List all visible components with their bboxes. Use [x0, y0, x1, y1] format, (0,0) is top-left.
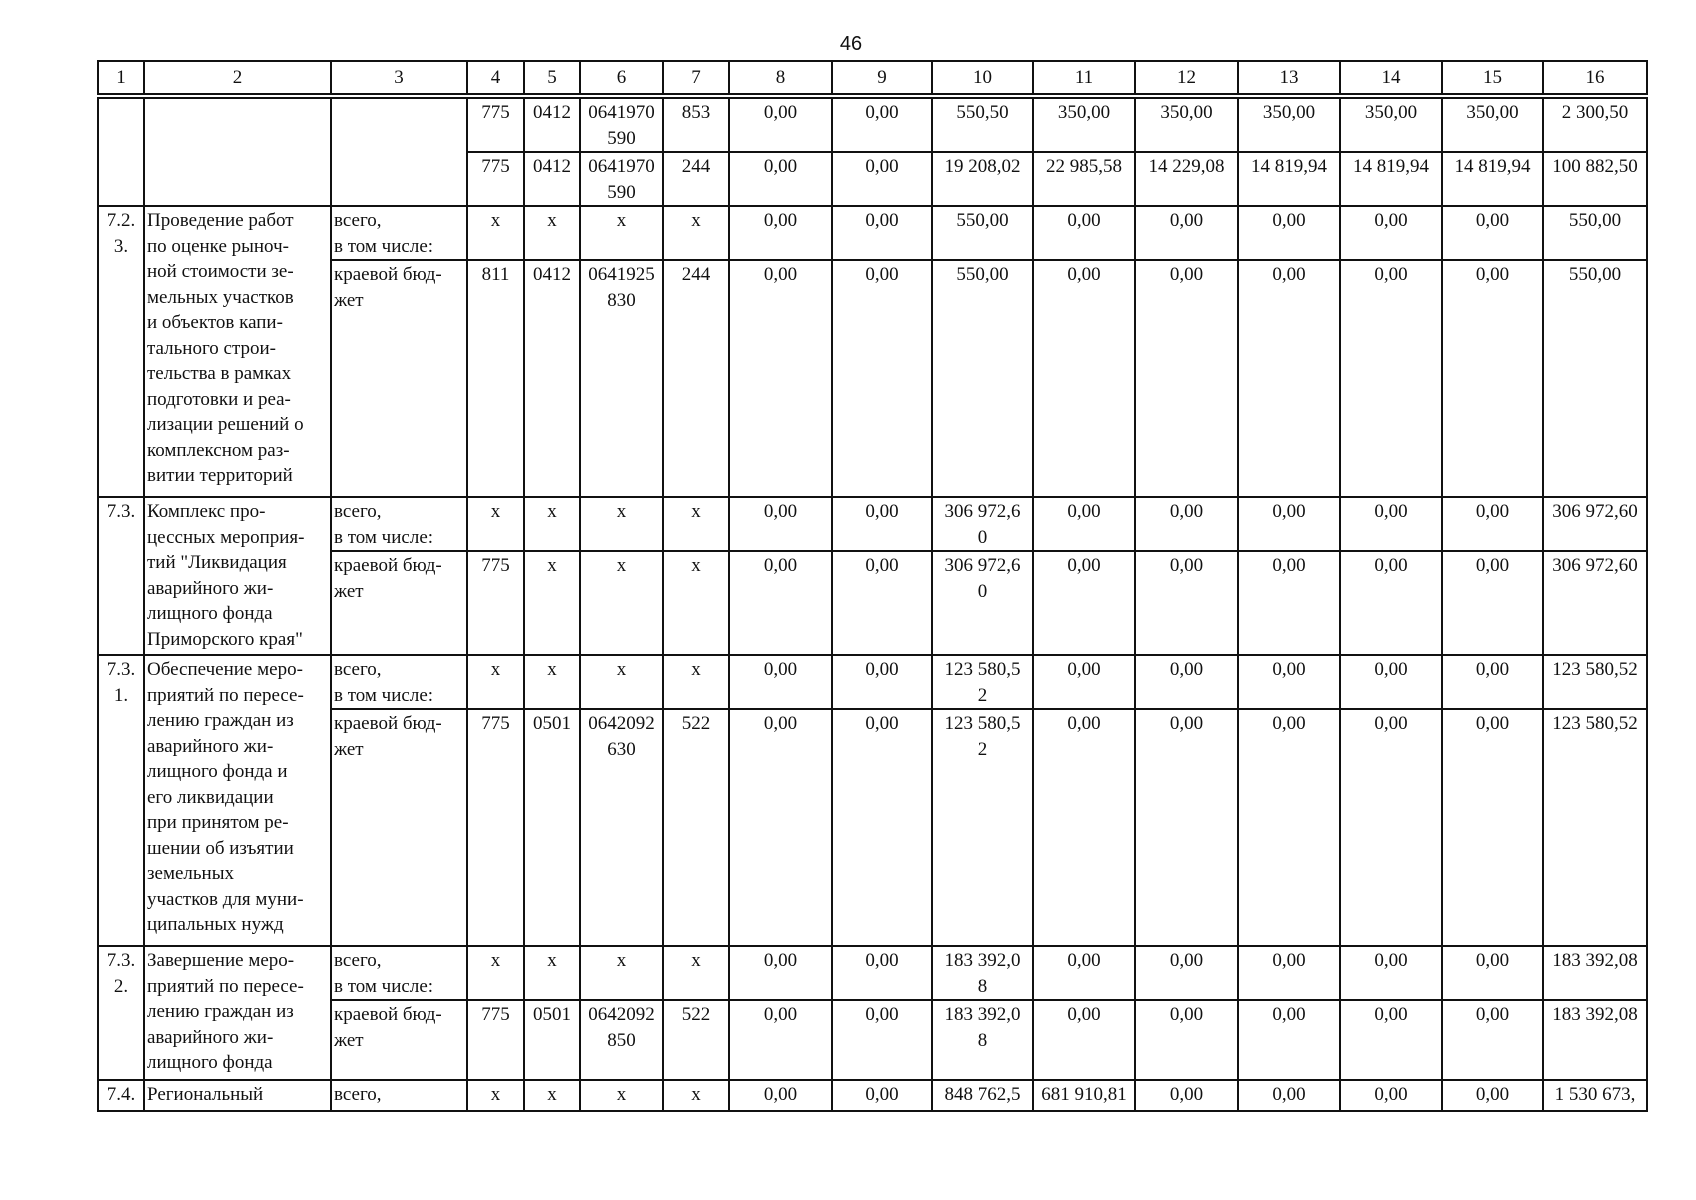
section-code-cell: х	[524, 1080, 580, 1111]
target-article-code-cell: х	[580, 551, 663, 655]
item-number-cell	[98, 98, 144, 206]
column-number-header: 9	[832, 61, 932, 94]
amount-cell: 0,00	[1135, 260, 1238, 497]
target-article-code-cell: х	[580, 655, 663, 709]
section-code-cell: 0412	[524, 260, 580, 497]
amount-cell: 550,00	[1543, 260, 1647, 497]
amount-cell: 0,00	[1442, 206, 1543, 260]
target-article-code-cell: х	[580, 497, 663, 551]
amount-cell: 0,00	[729, 1000, 832, 1080]
amount-cell: 0,00	[1340, 946, 1442, 1000]
amount-cell: 0,00	[1340, 655, 1442, 709]
amount-cell: 123 580,5 2	[932, 709, 1033, 946]
funding-source-cell	[331, 98, 467, 206]
column-number-header-table	[97, 60, 1648, 95]
column-number-header: 13	[1238, 61, 1340, 94]
expense-type-code-cell: 244	[663, 152, 729, 206]
amount-cell: 123 580,5 2	[932, 655, 1033, 709]
amount-cell: 550,00	[932, 260, 1033, 497]
admin-code-cell: 775	[467, 1000, 524, 1080]
column-number-header: 12	[1135, 61, 1238, 94]
expense-type-code-cell: х	[663, 1080, 729, 1111]
table-row	[98, 1080, 1647, 1111]
admin-code-cell: 811	[467, 260, 524, 497]
column-number-header: 3	[331, 61, 467, 94]
table-row	[98, 497, 1647, 551]
table-row	[98, 206, 1647, 260]
table-row	[98, 98, 1647, 152]
item-name-cell: Обеспечение меро- приятий по пересе- лению граждан из аварийного жи- лищного фонда и его ликвидации при принятом ре- шении об изъятии земельных участков для муни- ципальных нужд	[144, 655, 331, 946]
amount-cell: 0,00	[1238, 551, 1340, 655]
amount-cell: 0,00	[729, 206, 832, 260]
amount-cell: 0,00	[1135, 1000, 1238, 1080]
column-number-header: 1	[98, 61, 144, 94]
admin-code-cell: х	[467, 946, 524, 1000]
amount-cell: 306 972,6 0	[932, 551, 1033, 655]
amount-cell: 306 972,6 0	[932, 497, 1033, 551]
amount-cell: 681 910,81	[1033, 1080, 1135, 1111]
amount-cell: 0,00	[1238, 946, 1340, 1000]
target-article-code-cell: 0642092 850	[580, 1000, 663, 1080]
amount-cell: 0,00	[1238, 260, 1340, 497]
admin-code-cell: 775	[467, 551, 524, 655]
amount-cell: 183 392,08	[1543, 1000, 1647, 1080]
amount-cell: 0,00	[1340, 206, 1442, 260]
amount-cell: 0,00	[1135, 497, 1238, 551]
amount-cell: 19 208,02	[932, 152, 1033, 206]
funding-source-cell: всего, в том числе:	[331, 497, 467, 551]
amount-cell: 0,00	[729, 1080, 832, 1111]
expense-type-code-cell: х	[663, 946, 729, 1000]
column-number-header: 16	[1543, 61, 1647, 94]
amount-cell: 123 580,52	[1543, 655, 1647, 709]
amount-cell: 350,00	[1135, 98, 1238, 152]
item-name-cell: Завершение меро- приятий по пересе- лению граждан из аварийного жи- лищного фонда	[144, 946, 331, 1080]
amount-cell: 0,00	[1033, 1000, 1135, 1080]
expense-type-code-cell: 522	[663, 1000, 729, 1080]
funding-source-cell: всего,	[331, 1080, 467, 1111]
amount-cell: 14 819,94	[1442, 152, 1543, 206]
expense-type-code-cell: х	[663, 551, 729, 655]
amount-cell: 0,00	[1238, 206, 1340, 260]
amount-cell: 0,00	[729, 152, 832, 206]
column-number-header: 14	[1340, 61, 1442, 94]
column-number-header: 11	[1033, 61, 1135, 94]
section-code-cell: 0501	[524, 709, 580, 946]
amount-cell: 0,00	[1340, 1000, 1442, 1080]
amount-cell: 0,00	[1442, 497, 1543, 551]
amount-cell: 0,00	[729, 497, 832, 551]
target-article-code-cell: 0641970 590	[580, 98, 663, 152]
amount-cell: 0,00	[1033, 497, 1135, 551]
amount-cell: 0,00	[1135, 1080, 1238, 1111]
funding-source-cell: краевой бюд- жет	[331, 260, 467, 497]
column-number-header: 8	[729, 61, 832, 94]
table-row	[98, 551, 1647, 655]
amount-cell: 350,00	[1340, 98, 1442, 152]
section-code-cell: х	[524, 946, 580, 1000]
item-number-cell: 7.3. 1.	[98, 655, 144, 946]
table-row	[98, 1000, 1647, 1080]
amount-cell: 0,00	[1442, 709, 1543, 946]
item-number-cell: 7.3.	[98, 497, 144, 655]
column-number-header: 6	[580, 61, 663, 94]
section-code-cell: х	[524, 551, 580, 655]
admin-code-cell: 775	[467, 98, 524, 152]
amount-cell: 0,00	[1238, 1080, 1340, 1111]
expense-type-code-cell: х	[663, 206, 729, 260]
column-number-header: 7	[663, 61, 729, 94]
amount-cell: 0,00	[1033, 946, 1135, 1000]
amount-cell: 0,00	[1340, 1080, 1442, 1111]
amount-cell: 0,00	[1033, 709, 1135, 946]
amount-cell: 0,00	[832, 1080, 932, 1111]
amount-cell: 350,00	[1442, 98, 1543, 152]
amount-cell: 0,00	[1033, 206, 1135, 260]
expense-type-code-cell: 853	[663, 98, 729, 152]
column-number-header: 4	[467, 61, 524, 94]
amount-cell: 0,00	[1238, 655, 1340, 709]
amount-cell: 0,00	[1033, 655, 1135, 709]
amount-cell: 0,00	[1238, 497, 1340, 551]
amount-cell: 2 300,50	[1543, 98, 1647, 152]
amount-cell: 306 972,60	[1543, 497, 1647, 551]
expense-type-code-cell: х	[663, 497, 729, 551]
column-number-header: 5	[524, 61, 580, 94]
amount-cell: 14 819,94	[1238, 152, 1340, 206]
amount-cell: 0,00	[1135, 206, 1238, 260]
amount-cell: 183 392,0 8	[932, 1000, 1033, 1080]
amount-cell: 0,00	[1238, 709, 1340, 946]
amount-cell: 0,00	[832, 709, 932, 946]
amount-cell: 0,00	[729, 551, 832, 655]
amount-cell: 550,50	[932, 98, 1033, 152]
target-article-code-cell: 0641925 830	[580, 260, 663, 497]
amount-cell: 183 392,0 8	[932, 946, 1033, 1000]
amount-cell: 22 985,58	[1033, 152, 1135, 206]
amount-cell: 0,00	[1033, 551, 1135, 655]
amount-cell: 123 580,52	[1543, 709, 1647, 946]
amount-cell: 0,00	[832, 152, 932, 206]
amount-cell: 183 392,08	[1543, 946, 1647, 1000]
table-row	[98, 655, 1647, 709]
amount-cell: 0,00	[1135, 655, 1238, 709]
amount-cell: 350,00	[1238, 98, 1340, 152]
column-number-header: 10	[932, 61, 1033, 94]
header-row	[98, 61, 1647, 94]
amount-cell: 0,00	[832, 1000, 932, 1080]
section-code-cell: х	[524, 497, 580, 551]
amount-cell: 350,00	[1033, 98, 1135, 152]
amount-cell: 1 530 673,	[1543, 1080, 1647, 1111]
column-number-header: 15	[1442, 61, 1543, 94]
amount-cell: 0,00	[832, 98, 932, 152]
admin-code-cell: х	[467, 655, 524, 709]
amount-cell: 0,00	[832, 497, 932, 551]
admin-code-cell: х	[467, 1080, 524, 1111]
target-article-code-cell: х	[580, 206, 663, 260]
amount-cell: 0,00	[832, 655, 932, 709]
funding-source-cell: краевой бюд- жет	[331, 1000, 467, 1080]
amount-cell: 0,00	[832, 551, 932, 655]
amount-cell: 0,00	[1135, 551, 1238, 655]
target-article-code-cell: х	[580, 1080, 663, 1111]
column-number-header: 2	[144, 61, 331, 94]
funding-source-cell: всего, в том числе:	[331, 946, 467, 1000]
page-number: 46	[839, 33, 863, 55]
amount-cell: 0,00	[1340, 709, 1442, 946]
admin-code-cell: 775	[467, 709, 524, 946]
item-number-cell: 7.4.	[98, 1080, 144, 1111]
amount-cell: 550,00	[1543, 206, 1647, 260]
admin-code-cell: х	[467, 497, 524, 551]
amount-cell: 0,00	[1442, 260, 1543, 497]
amount-cell: 848 762,5	[932, 1080, 1033, 1111]
table-row	[98, 260, 1647, 497]
amount-cell: 100 882,50	[1543, 152, 1647, 206]
section-code-cell: 0412	[524, 152, 580, 206]
section-code-cell: 0412	[524, 98, 580, 152]
admin-code-cell: х	[467, 206, 524, 260]
amount-cell: 0,00	[1033, 260, 1135, 497]
amount-cell: 14 229,08	[1135, 152, 1238, 206]
item-number-cell: 7.3. 2.	[98, 946, 144, 1080]
target-article-code-cell: х	[580, 946, 663, 1000]
amount-cell: 0,00	[832, 946, 932, 1000]
amount-cell: 0,00	[1442, 946, 1543, 1000]
amount-cell: 0,00	[729, 946, 832, 1000]
amount-cell: 306 972,60	[1543, 551, 1647, 655]
funding-source-cell: всего, в том числе:	[331, 206, 467, 260]
amount-cell: 0,00	[729, 655, 832, 709]
amount-cell: 0,00	[1340, 551, 1442, 655]
amount-cell: 0,00	[729, 98, 832, 152]
amount-cell: 550,00	[932, 206, 1033, 260]
amount-cell: 0,00	[1135, 709, 1238, 946]
funding-source-cell: краевой бюд- жет	[331, 709, 467, 946]
section-code-cell: х	[524, 206, 580, 260]
expense-type-code-cell: 244	[663, 260, 729, 497]
section-code-cell: 0501	[524, 1000, 580, 1080]
item-name-cell	[144, 98, 331, 206]
amount-cell: 0,00	[1238, 1000, 1340, 1080]
amount-cell: 0,00	[832, 206, 932, 260]
amount-cell: 0,00	[1340, 497, 1442, 551]
amount-cell: 0,00	[1442, 551, 1543, 655]
target-article-code-cell: 0642092 630	[580, 709, 663, 946]
amount-cell: 0,00	[832, 260, 932, 497]
table-row	[98, 946, 1647, 1000]
item-name-cell: Проведение работ по оценке рыноч- ной стоимости зе- мельных участков и объектов капи- тального строи- тельства в рамках подготовки и реа- лизации решений о комплексном раз- витии территорий	[144, 206, 331, 497]
amount-cell: 0,00	[1340, 260, 1442, 497]
item-name-cell: Региональный	[144, 1080, 331, 1111]
amount-cell: 14 819,94	[1340, 152, 1442, 206]
table-row	[98, 709, 1647, 946]
target-article-code-cell: 0641970 590	[580, 152, 663, 206]
expense-type-code-cell: 522	[663, 709, 729, 946]
item-number-cell: 7.2. 3.	[98, 206, 144, 497]
budget-table	[97, 97, 1648, 1112]
funding-source-cell: краевой бюд- жет	[331, 551, 467, 655]
amount-cell: 0,00	[1442, 655, 1543, 709]
amount-cell: 0,00	[729, 260, 832, 497]
amount-cell: 0,00	[1442, 1080, 1543, 1111]
amount-cell: 0,00	[729, 709, 832, 946]
amount-cell: 0,00	[1442, 1000, 1543, 1080]
admin-code-cell: 775	[467, 152, 524, 206]
section-code-cell: х	[524, 655, 580, 709]
item-name-cell: Комплекс про- цессных мероприя- тий "Ликвидация аварийного жи- лищного фонда Приморского края"	[144, 497, 331, 655]
amount-cell: 0,00	[1135, 946, 1238, 1000]
expense-type-code-cell: х	[663, 655, 729, 709]
funding-source-cell: всего, в том числе:	[331, 655, 467, 709]
